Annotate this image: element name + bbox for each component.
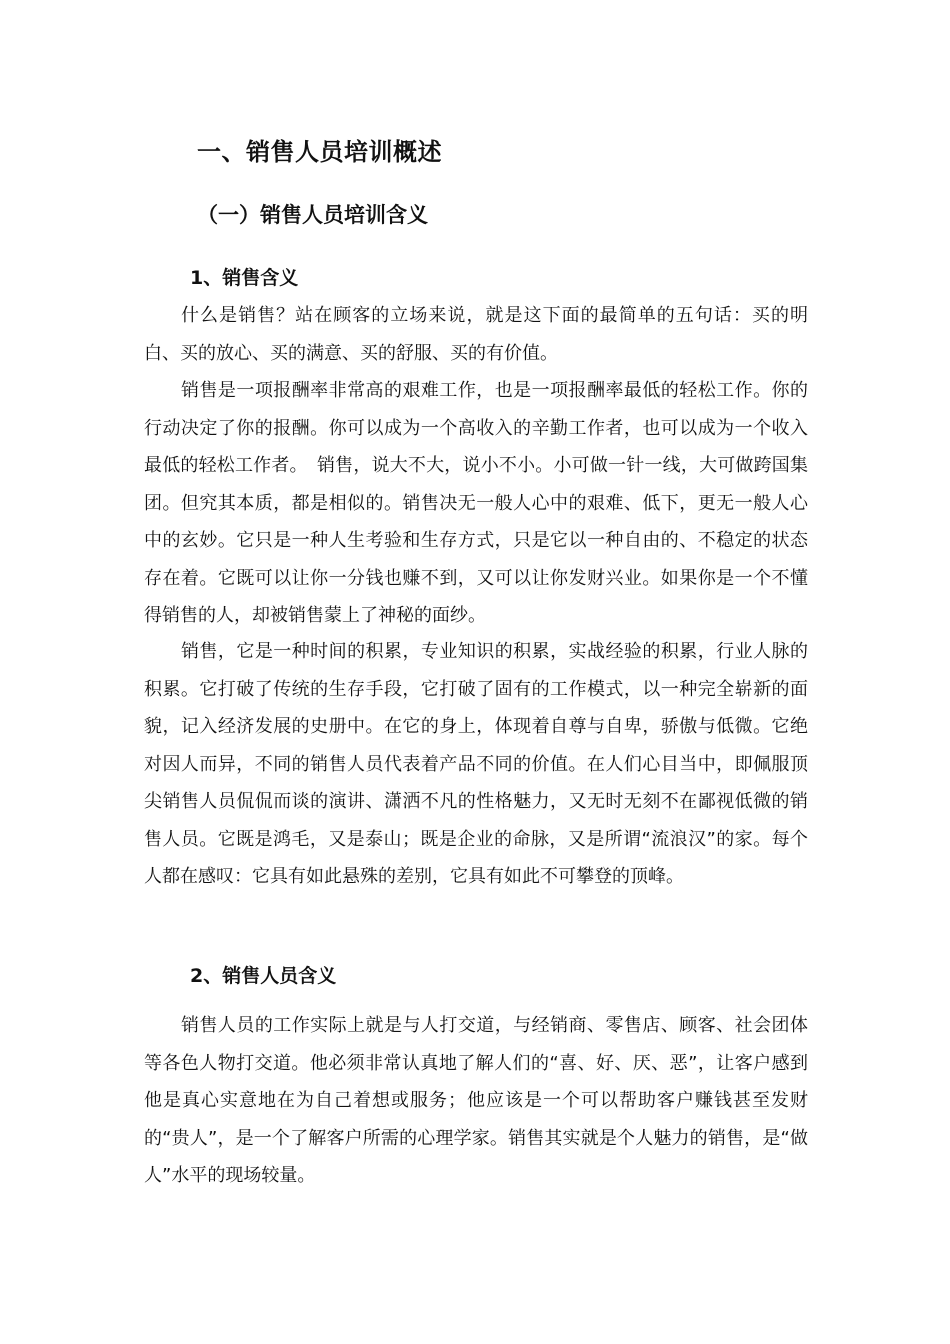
paragraph-sales-accumulation: 销售，它是一种时间的积累，专业知识的积累，实战经验的积累，行业人脉的积累。它打破了传统的生存手段，它打破了固有的工作模式，以一种完全崭新的面貌，记入经济发展的史册中。在它的身上，体现着自尊与自卑，骄傲与低微。它绝对因人而异，不同的销售人员代表着产品不同的价值。在人们心目当中，即佩服顶尖销售人员侃侃而谈的演讲、潇洒不凡的性格魅力，又无时无刻不在鄙视低微的销售人员。它既是鸿毛，又是泰山；既是企业的命脉，又是所谓“流浪汉”的家。每个人都在感叹：它具有如此悬殊的差别，它具有如此不可攀登的顶峰。 (144, 641, 808, 887)
subsection-2-title: 2、销售人员含义 (190, 965, 337, 987)
subsection-1-title: 1、销售含义 (190, 267, 299, 289)
section-heading: （一）销售人员培训含义 (197, 203, 428, 227)
paragraph-sales-work: 销售是一项报酬率非常高的艰难工作，也是一项报酬率最低的轻松工作。你的行动决定了你的报酬。你可以成为一个高收入的辛勤工作者，也可以成为一个收入最低的轻松工作者。 销售，说大不大，说小不小。小可做一针一线，大可做跨国集团。但究其本质，都是相似的。销售决无一般人心中的艰难、低下，更无一般人心中的玄妙。它只是一种人生考验和生存方式，只是它以一种自由的、不稳定的状态存在着。它既可以让你一分钱也赚不到，又可以让你发财兴业。如果你是一个不懂得销售的人，却被销售蒙上了神秘的面纱。 (144, 380, 808, 626)
chapter-heading: 一、销售人员培训概述 (197, 138, 442, 166)
paragraph-salesperson-definition: 销售人员的工作实际上就是与人打交道，与经销商、零售店、顾客、社会团体等各色人物打交道。他必须非常认真地了解人们的“喜、好、厌、恶”，让客户感到他是真心实意地在为自己着想或服务；他应该是一个可以帮助客户赚钱甚至发财的“贵人”，是一个了解客户所需的心理学家。销售其实就是个人魅力的销售，是“做人”水平的现场较量。 (144, 1015, 808, 1186)
paragraph-sales-definition: 什么是销售？站在顾客的立场来说，就是这下面的最简单的五句话：买的明白、买的放心、买的满意、买的舒服、买的有价值。 (144, 305, 808, 364)
